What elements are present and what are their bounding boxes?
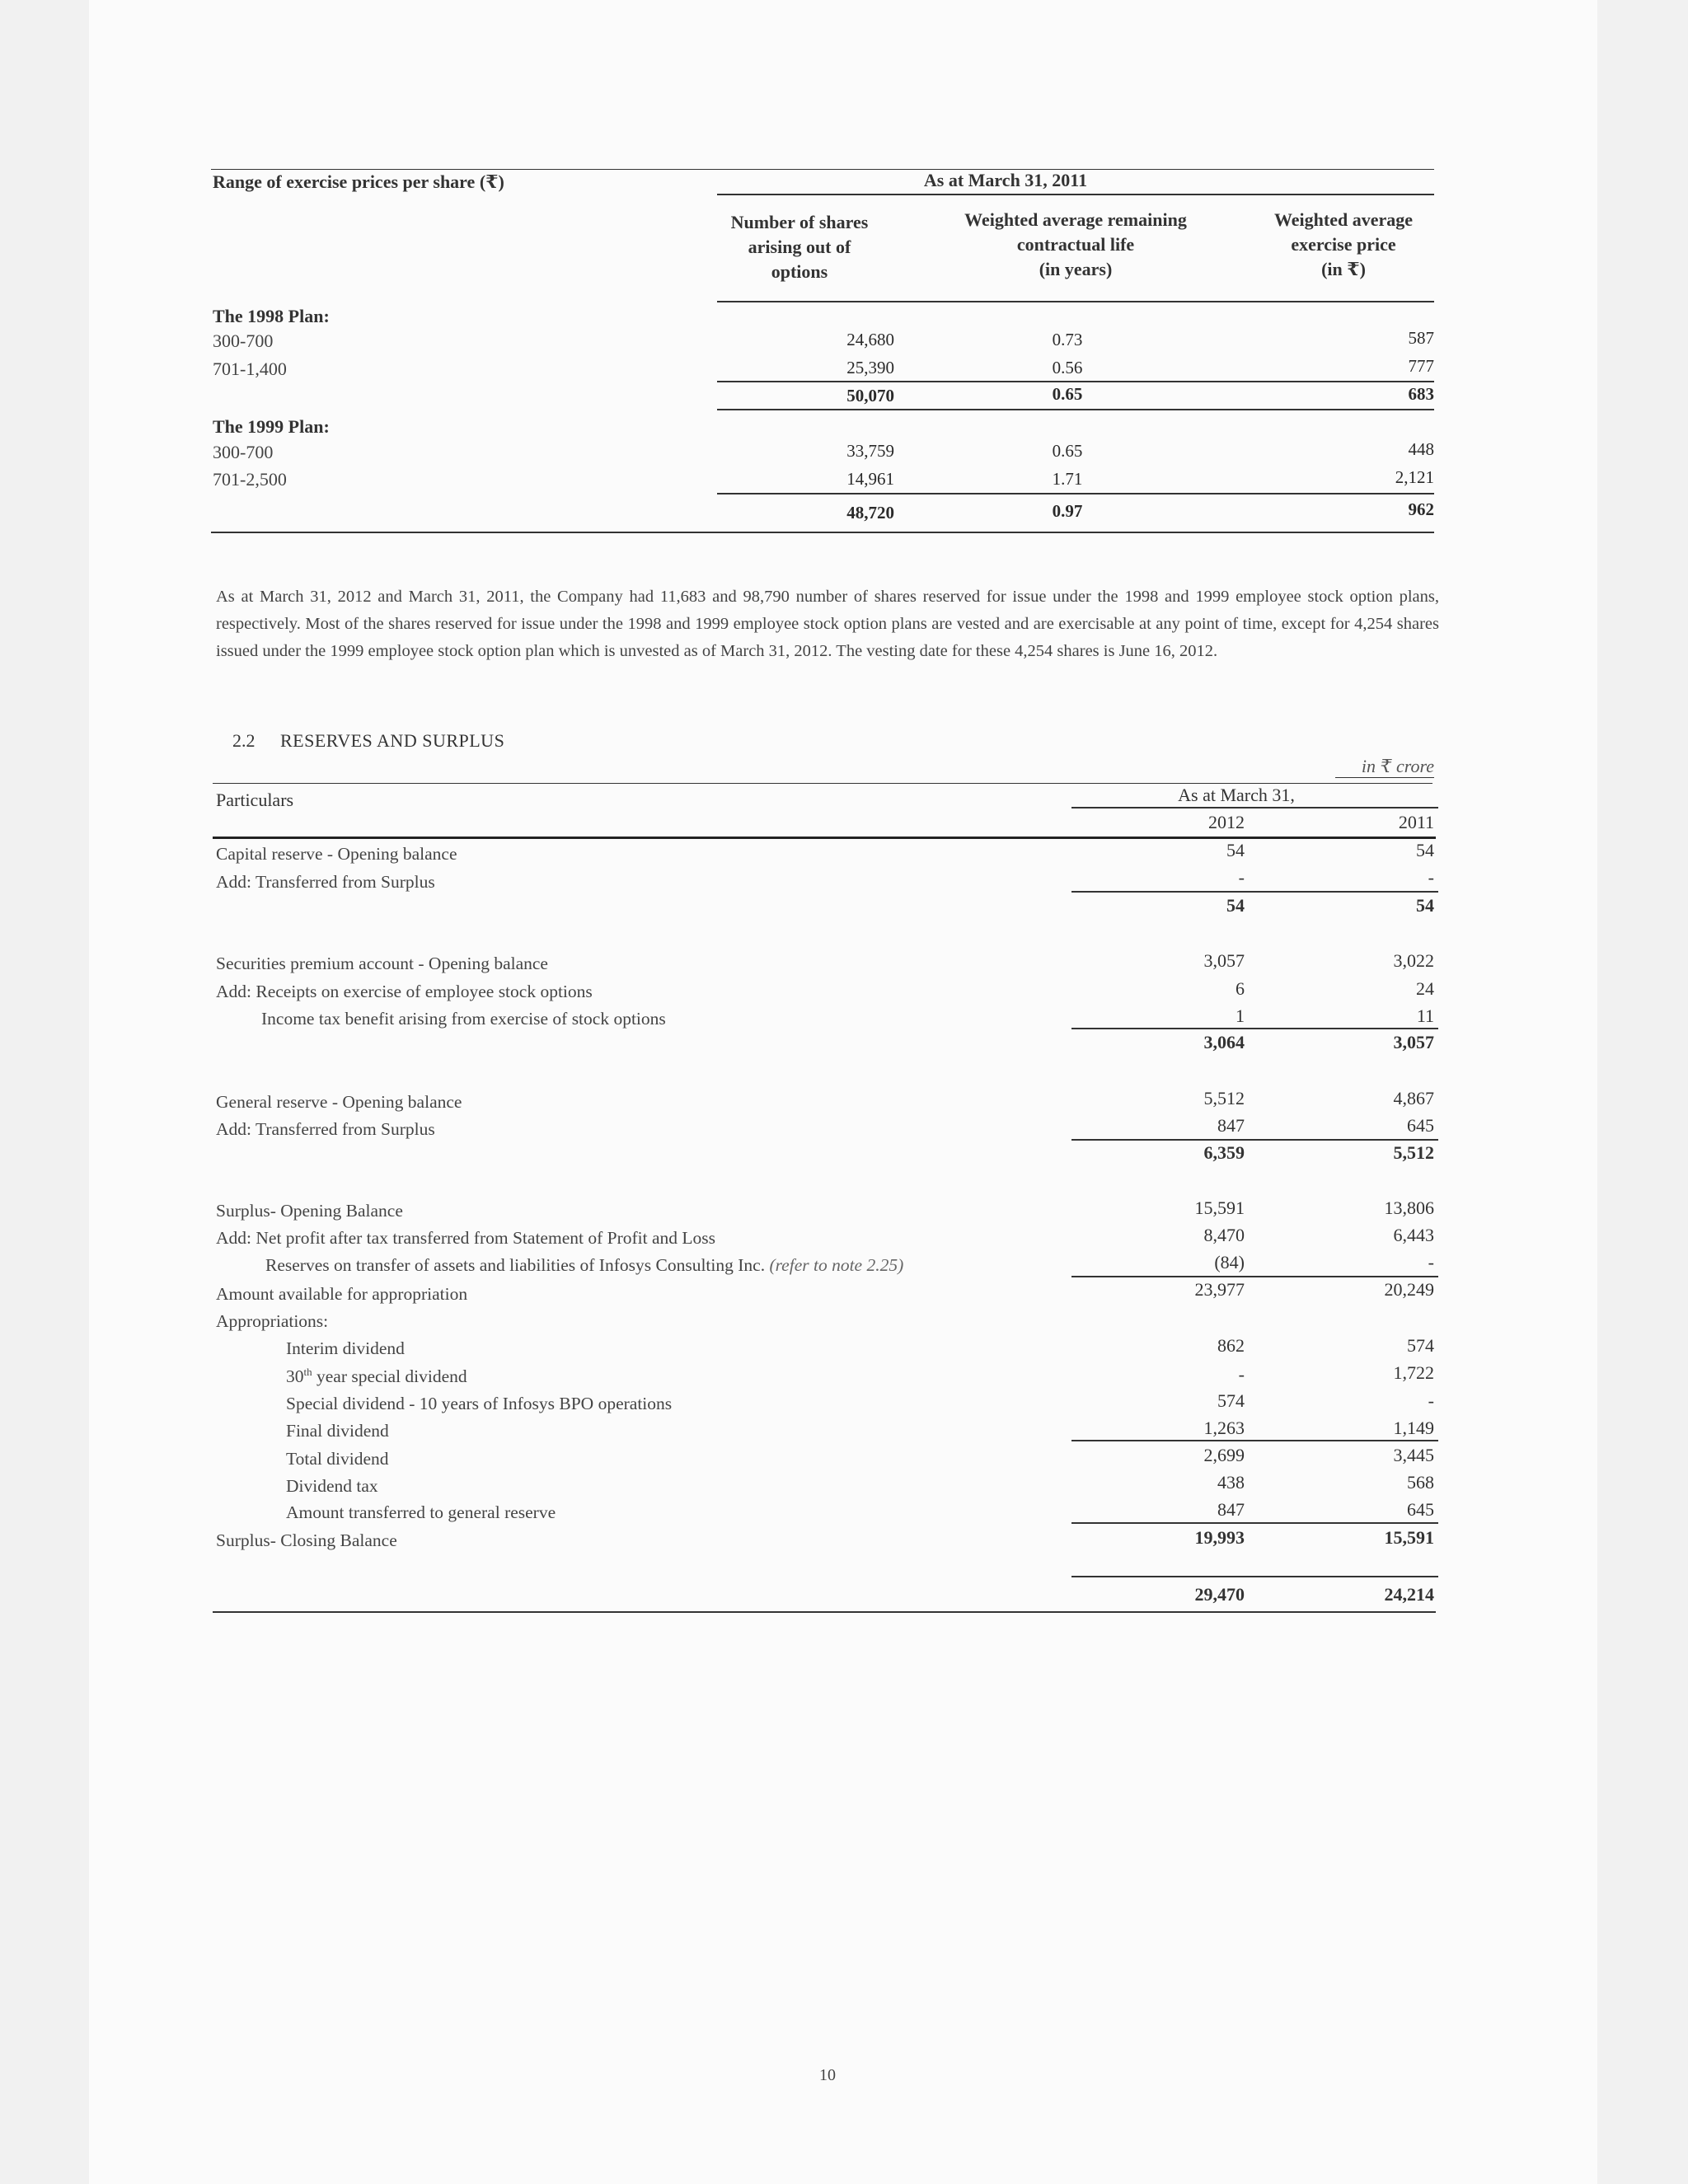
particulars-header: Particulars [216,790,294,810]
unit-label: in ₹ crore [1361,756,1434,776]
grand-total-rule [1071,1576,1438,1577]
col-header-rule [717,301,1434,302]
as-at-rule [1071,807,1438,808]
col-header-price: Weighted average exercise price (in ₹) [1273,209,1414,279]
year-header-2012: 2012 [1208,812,1245,832]
col-header-shares: Number of shares arising out of options [730,212,869,282]
section-number: 2.2 [232,730,256,751]
appropriations-label: Appropriations: [216,1311,329,1331]
subtotal-rule [717,493,1434,494]
section-title: RESERVES AND SURPLUS [280,730,505,751]
table-top-rule [213,783,1432,784]
as-at-header: As at March 31, [1178,785,1295,805]
header-bottom-rule [213,837,1436,839]
year-header-2011: 2011 [1398,812,1434,832]
table-bottom-rule [213,1611,1436,1613]
total-rule [717,409,1434,410]
col-header-life: Weighted average remaining contractual life (in years) [964,209,1187,279]
subtotal-rule [1071,1522,1438,1524]
plan-title-1999: The 1999 Plan: [213,416,330,437]
group-header-rule [717,194,1434,195]
subtotal-rule [1071,891,1438,893]
page-number: 10 [819,2066,836,2084]
subtotal-rule [1071,1276,1438,1277]
subtotal-rule [1071,1139,1438,1141]
note-paragraph: As at March 31, 2012 and March 31, 2011, the Company had 11,683 and 98,790 number of shares reserved for issue under the 1998 and 1999 employee stock option plans, respectively. Most of the shares reserved for issue under the 1998 and 1999 employee stock option plans are vested and are exercisable at any point of time, except for 4,254 shares issued under the 1999 employee stock option plan which is unvested as of March 31, 2012. The vesting date for these 4,254 shares is June 16, 2012. [216,588,1439,660]
plan-title-1998: The 1998 Plan: [213,306,330,326]
subtotal-rule [717,381,1434,382]
note-reference: (refer to note 2.25) [769,1255,904,1275]
group-header: As at March 31, 2011 [923,170,1088,190]
range-header: Range of exercise prices per share (₹) [213,171,504,192]
table-bottom-rule [211,532,1434,533]
unit-underline [1335,777,1434,778]
subtotal-rule [1071,1028,1438,1029]
subtotal-rule [1071,1440,1438,1441]
